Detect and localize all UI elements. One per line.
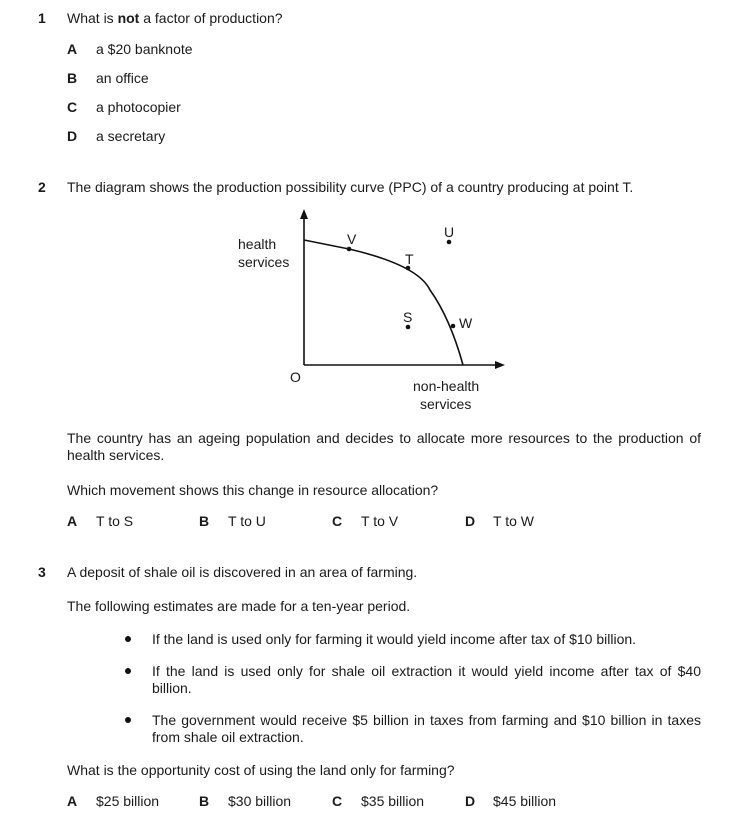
question-prompt: Which movement shows this change in resource allocation?	[67, 482, 439, 498]
point-s-marker	[406, 325, 411, 330]
question-prompt: What is the opportunity cost of using the land only for farming?	[67, 762, 455, 778]
question-number: 2	[38, 179, 46, 195]
x-axis-label: services	[420, 396, 472, 412]
question-number: 3	[38, 564, 46, 580]
question-number: 1	[38, 10, 46, 26]
option-text: $45 billion	[493, 793, 557, 809]
option-letter: B	[199, 513, 210, 529]
option-letter: C	[67, 99, 78, 115]
option-letter: A	[67, 793, 78, 809]
option-text: $25 billion	[96, 793, 160, 809]
question-stem: A deposit of shale oil is discovered in an area of farming.	[67, 564, 418, 580]
question-intro: The following estimates are made for a ten-year period.	[67, 598, 411, 614]
point-v-label: V	[347, 231, 357, 247]
point-w-marker	[451, 324, 456, 329]
option-text: a secretary	[96, 128, 166, 144]
point-u-marker	[447, 240, 452, 245]
option-text: T to U	[228, 513, 266, 529]
origin-label: O	[290, 369, 301, 385]
point-t-label: T	[405, 251, 414, 267]
point-u-label: U	[444, 224, 455, 240]
point-s-label: S	[403, 309, 413, 325]
option-letter: D	[465, 513, 476, 529]
stem-text: a factor of production?	[139, 10, 283, 26]
option-text: a $20 banknote	[96, 41, 193, 57]
question-stem: The diagram shows the production possibility curve (PPC) of a country producing at point T.	[67, 179, 634, 195]
option-text: $35 billion	[361, 793, 425, 809]
bullet-text: If the land is used only for shale oil extraction it would yield income after tax of $40 billion.	[152, 663, 701, 696]
point-w-label: W	[459, 315, 473, 331]
y-axis-label: services	[238, 254, 290, 270]
y-axis-label: health	[238, 236, 277, 252]
stem-text: What is	[67, 10, 118, 26]
option-letter: C	[332, 793, 343, 809]
ppc-curve	[304, 240, 463, 365]
bullet-icon	[125, 717, 131, 723]
option-letter: A	[67, 41, 78, 57]
point-v-marker	[347, 247, 352, 252]
option-text: T to S	[96, 513, 134, 529]
option-letter: D	[465, 793, 476, 809]
option-text: an office	[96, 70, 149, 86]
option-letter: A	[67, 513, 78, 529]
bullet-icon	[125, 636, 131, 642]
option-text: T to V	[361, 513, 399, 529]
option-letter: B	[199, 793, 210, 809]
x-axis-label: non-health	[413, 378, 480, 394]
bullet-text: If the land is used only for farming it would yield income after tax of $10 billion.	[152, 631, 637, 647]
stem-emphasis: not	[117, 10, 140, 26]
question-paragraph: The country has an ageing population and decides to allocate more resources to the production of health services.	[67, 430, 701, 463]
option-text: a photocopier	[96, 99, 181, 115]
option-text: $30 billion	[228, 793, 292, 809]
option-letter: B	[67, 70, 78, 86]
option-letter: D	[67, 128, 78, 144]
bullet-text: The government would receive $5 billion in taxes from farming and $10 billion in taxes from shale oil extraction.	[152, 712, 701, 745]
bullet-icon	[125, 668, 131, 674]
option-letter: C	[332, 513, 343, 529]
option-text: T to W	[493, 513, 534, 529]
